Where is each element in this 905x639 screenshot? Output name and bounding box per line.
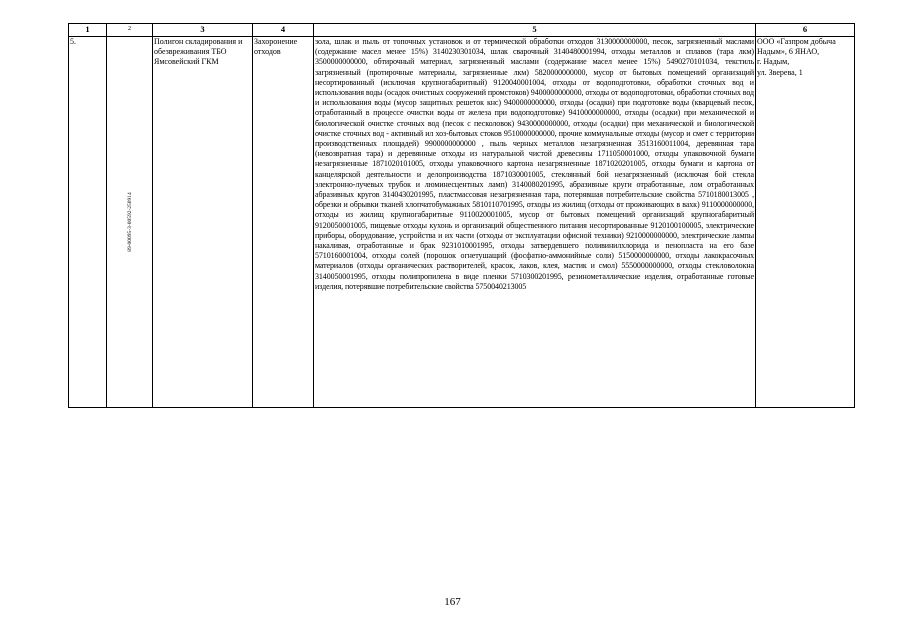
object-name: Полигон складирования и обезвреживания ТБО Ямсовейский ГКМ bbox=[153, 37, 253, 408]
purpose: Захоронение отходов bbox=[253, 37, 314, 408]
table-row bbox=[69, 37, 855, 408]
column-header-6: 6 bbox=[756, 24, 855, 37]
column-header-3: 3 bbox=[153, 24, 253, 37]
operator-info: ООО «Газпром добыча Надым», 6 ЯНАО, г. Надым, ул. Зверева, 1 bbox=[756, 37, 855, 408]
page-number: 167 bbox=[444, 596, 461, 608]
column-header-1: 1 bbox=[69, 24, 107, 37]
registration-code: 89-00095-З-00592-250914 bbox=[126, 192, 133, 252]
registration-code-cell bbox=[107, 37, 153, 408]
column-header-5: 5 bbox=[314, 24, 756, 37]
waste-list: зола, шлак и пыль от топочных установок и от термической обработки отходов 3130000000000, песок, загрязненный маслами (содержание масел менее 15%) 3140230301034, шлак сварочный 3140480001994, отходы металлов и сплавов (тара лкм) 3500000000000, обтирочный материал, загрязненный маслами (содержание масел менее 15%) 5490270101034, текстиль загрязненный (протирочные материалы, загрязненные лкм) 5820000000000, мусор от бытовых помещений организаций несортированный (исключая крупногабаритный) 9120040001004, отходы от водоподготовки, обработки сточных вод и использования воды (осадок очистных сооружений промстоков) 9400000000000, отходы от водоподготовки, обработки сточных вод и использования воды (мусор защитных решеток кнс) 9400000000000, отходы (осадки) при подготовке воды (кварцевый песок, отработанный в процессе очистки воды от железа при водоподготовке) 9410000000000, отходы (осадки) при механической и биологической очистке сточных вод (песок с песколовок) 9430000000000, отходы (осадки) при механической и биологической очистке сточных вод - активный ил хоз-бытовых стоков 9510000000000, прочие коммунальные отходы (мусор и смет с территории производственных площадей) 9900000000000 , пыль черных металлов незагрязненная 3513160011004, деревянная тара (невозвратная тара) и деревянные отходы из натуральной чистой древесины 1711050001000, отходы упаковочной бумаги незагрязненные 1871020101005, отходы упаковочного картона незагрязненные 1871020201005, отходы бумаги и картона от канцелярской деятельности и делопроизводства 1871030001005, стеклянный бой незагрязненный (исключая бой стекла электронно-лучевых трубок и люминесцентных ламп) 3140080201995, абразивные круги отработанные, лом отработанных абразивных кругов 3140430201995, пластмассовая незагрязненная тара, потерявшая потребительские свойства 5710180013005 , обрезки и обрывки тканей хлопчатобумажных 5810110701995, отходы из жилищ (отходы от проживающих в вахк) 9110000000000, отходы из жилищ крупногабаритные 9110020001005, мусор от бытовых помещений организаций крупногабаритный 9120050001005, пищевые отходы кухонь и организаций общественного питания несортированные 9120100100005, электрические приборы, оборудование, устройства и их части (отходы от эксплуатации офисной техники) 9210000000000, электрические лампы накаливая, отработанные и брак 9231010001995, отходы затвердевшего поливинилхлорида и пенопласта на его базе 5710160001004, отходы солей (порошок огнетушащий (фосфатно-аммонийные соли) 5150000000000, отходы лакокрасочных материалов (отходы органических растворителей, красок, лаков, клея, мастик и смол) 5550000000000, отходы стекловолокна 3140050001995, отходы полипропилена в виде пленки 5710300201995, резинометаллические изделия, отработанные готовые изделия, потерявшие потребительские свойства 5750040213005 bbox=[314, 37, 756, 408]
column-header-4: 4 bbox=[253, 24, 314, 37]
waste-facility-table bbox=[68, 23, 855, 408]
row-number: 5. bbox=[69, 37, 107, 408]
column-header-2: 2 bbox=[107, 24, 153, 37]
header-row bbox=[69, 24, 855, 37]
